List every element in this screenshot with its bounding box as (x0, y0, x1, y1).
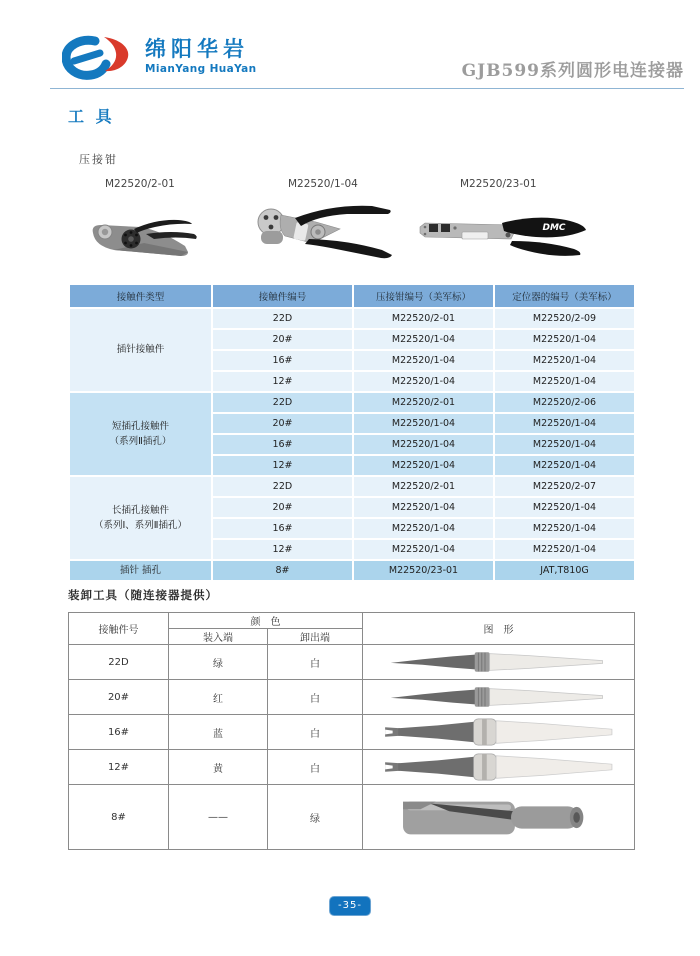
crimp-tool-photo-2 (250, 202, 397, 264)
contact-number-cell: 8# (212, 560, 353, 581)
contact-number-cell: 20# (212, 413, 353, 434)
crimp-table-header-row (69, 284, 635, 308)
contact-number-cell: 12# (212, 539, 353, 560)
contact-number-cell: 20# (212, 329, 353, 350)
tool-figure-cell (363, 680, 635, 715)
contact-number-cell: 20# (212, 497, 353, 518)
extraction-tool-photo (396, 790, 601, 844)
crimp-table-row (69, 476, 635, 497)
removal-table-header-row-1 (69, 613, 635, 629)
contact-number-cell: 12# (69, 750, 169, 785)
extract-end-color: 白 (268, 645, 363, 680)
locator-number-cell: M22520/1-04 (494, 497, 635, 518)
crimper-number-cell: M22520/1-04 (353, 539, 494, 560)
col-header-crimper-number: 压接钳编号（美军标） (353, 284, 494, 308)
header-divider (50, 88, 684, 89)
col-header-insert-end: 装入端 (169, 629, 268, 645)
locator-number-cell: M22520/1-04 (494, 413, 635, 434)
contact-type-cell: 短插孔接触件 （系列Ⅱ插孔） (69, 392, 212, 476)
removal-table-row (69, 785, 635, 850)
locator-number-cell: M22520/1-04 (494, 518, 635, 539)
tool-figure-cell (363, 750, 635, 785)
crimper-number-cell: M22520/1-04 (353, 518, 494, 539)
contact-number-cell: 22D (212, 476, 353, 497)
removal-tools-title: 装卸工具（随连接器提供） (68, 588, 218, 602)
col-header-color: 颜 色 (169, 613, 363, 629)
crimp-tool-model-3: M22520/23-01 (460, 178, 537, 190)
crimp-selection-table (68, 283, 636, 582)
contact-number-cell: 22D (69, 645, 169, 680)
page-number-badge: -35- (329, 896, 371, 916)
crimp-tool-model-2: M22520/1-04 (288, 178, 358, 190)
tool-figure-cell (363, 785, 635, 850)
crimp-tool-photo-3 (414, 205, 591, 265)
extract-end-color: 白 (268, 715, 363, 750)
insert-end-color: —— (169, 785, 268, 850)
contact-number-cell: 12# (212, 455, 353, 476)
contact-number-cell: 16# (69, 715, 169, 750)
col-header-locator-number: 定位器的编号（美军标） (494, 284, 635, 308)
company-name-en: MianYang HuaYan (145, 63, 257, 76)
col-header-contact-type: 接触件类型 (69, 284, 212, 308)
extract-end-color: 绿 (268, 785, 363, 850)
locator-number-cell: M22520/1-04 (494, 329, 635, 350)
crimp-tool-brand: DMC (542, 223, 566, 233)
crimp-tool-model-1: M22520/2-01 (105, 178, 175, 190)
crimp-tool-photo-1 (84, 212, 206, 264)
extraction-tool-photo (379, 683, 619, 711)
contact-number-cell: 20# (69, 680, 169, 715)
crimper-number-cell: M22520/1-04 (353, 434, 494, 455)
crimp-table-row (69, 392, 635, 413)
contact-type-cell: 长插孔接触件 （系列Ⅰ、系列Ⅱ插孔） (69, 476, 212, 560)
crimper-number-cell: M22520/2-01 (353, 476, 494, 497)
contact-type-cell: 插针 插孔 (69, 560, 212, 581)
locator-number-cell: M22520/1-04 (494, 434, 635, 455)
removal-table-row (69, 645, 635, 680)
contact-number-cell: 16# (212, 518, 353, 539)
company-logo (62, 34, 257, 82)
extraction-tool-photo (379, 648, 619, 676)
contact-number-cell: 8# (69, 785, 169, 850)
contact-number-cell: 16# (212, 350, 353, 371)
section-title-tools: 工 具 (68, 107, 115, 126)
insert-end-color: 绿 (169, 645, 268, 680)
company-name-cn: 绵阳华岩 (145, 37, 249, 61)
contact-number-cell: 12# (212, 371, 353, 392)
extraction-tool-photo (375, 716, 623, 748)
crimper-number-cell: M22520/1-04 (353, 413, 494, 434)
crimper-number-cell: M22520/1-04 (353, 350, 494, 371)
removal-table-row (69, 715, 635, 750)
locator-number-cell: M22520/2-07 (494, 476, 635, 497)
locator-number-cell: M22520/2-09 (494, 308, 635, 329)
contact-type-cell: 插针接触件 (69, 308, 212, 392)
insert-end-color: 蓝 (169, 715, 268, 750)
insert-end-color: 红 (169, 680, 268, 715)
crimper-number-cell: M22520/1-04 (353, 371, 494, 392)
crimper-number-cell: M22520/1-04 (353, 455, 494, 476)
insert-end-color: 黄 (169, 750, 268, 785)
document-title: GJB599系列圆形电连接器 (461, 61, 684, 81)
contact-number-cell: 16# (212, 434, 353, 455)
locator-number-cell: JAT,T810G (494, 560, 635, 581)
crimper-number-cell: M22520/2-01 (353, 392, 494, 413)
col-header-contact-no: 接触件号 (69, 613, 169, 645)
crimper-number-cell: M22520/23-01 (353, 560, 494, 581)
locator-number-cell: M22520/1-04 (494, 455, 635, 476)
crimper-number-cell: M22520/2-01 (353, 308, 494, 329)
locator-number-cell: M22520/1-04 (494, 350, 635, 371)
crimp-pliers-label: 压接钳 (79, 153, 118, 166)
extraction-tool-photo (375, 751, 623, 783)
crimper-number-cell: M22520/1-04 (353, 497, 494, 518)
locator-number-cell: M22520/2-06 (494, 392, 635, 413)
col-header-figure: 图 形 (363, 613, 635, 645)
crimp-table-row (69, 308, 635, 329)
extract-end-color: 白 (268, 680, 363, 715)
col-header-extract-end: 卸出端 (268, 629, 363, 645)
extract-end-color: 白 (268, 750, 363, 785)
contact-number-cell: 22D (212, 308, 353, 329)
locator-number-cell: M22520/1-04 (494, 539, 635, 560)
removal-table-row (69, 680, 635, 715)
removal-table-row (69, 750, 635, 785)
locator-number-cell: M22520/1-04 (494, 371, 635, 392)
contact-number-cell: 22D (212, 392, 353, 413)
tool-figure-cell (363, 715, 635, 750)
tool-figure-cell (363, 645, 635, 680)
crimp-table-row (69, 560, 635, 581)
company-name-block (145, 34, 257, 75)
col-header-contact-number: 接触件编号 (212, 284, 353, 308)
removal-tools-table (68, 612, 635, 850)
crimper-number-cell: M22520/1-04 (353, 329, 494, 350)
company-logo-icon (62, 34, 136, 82)
